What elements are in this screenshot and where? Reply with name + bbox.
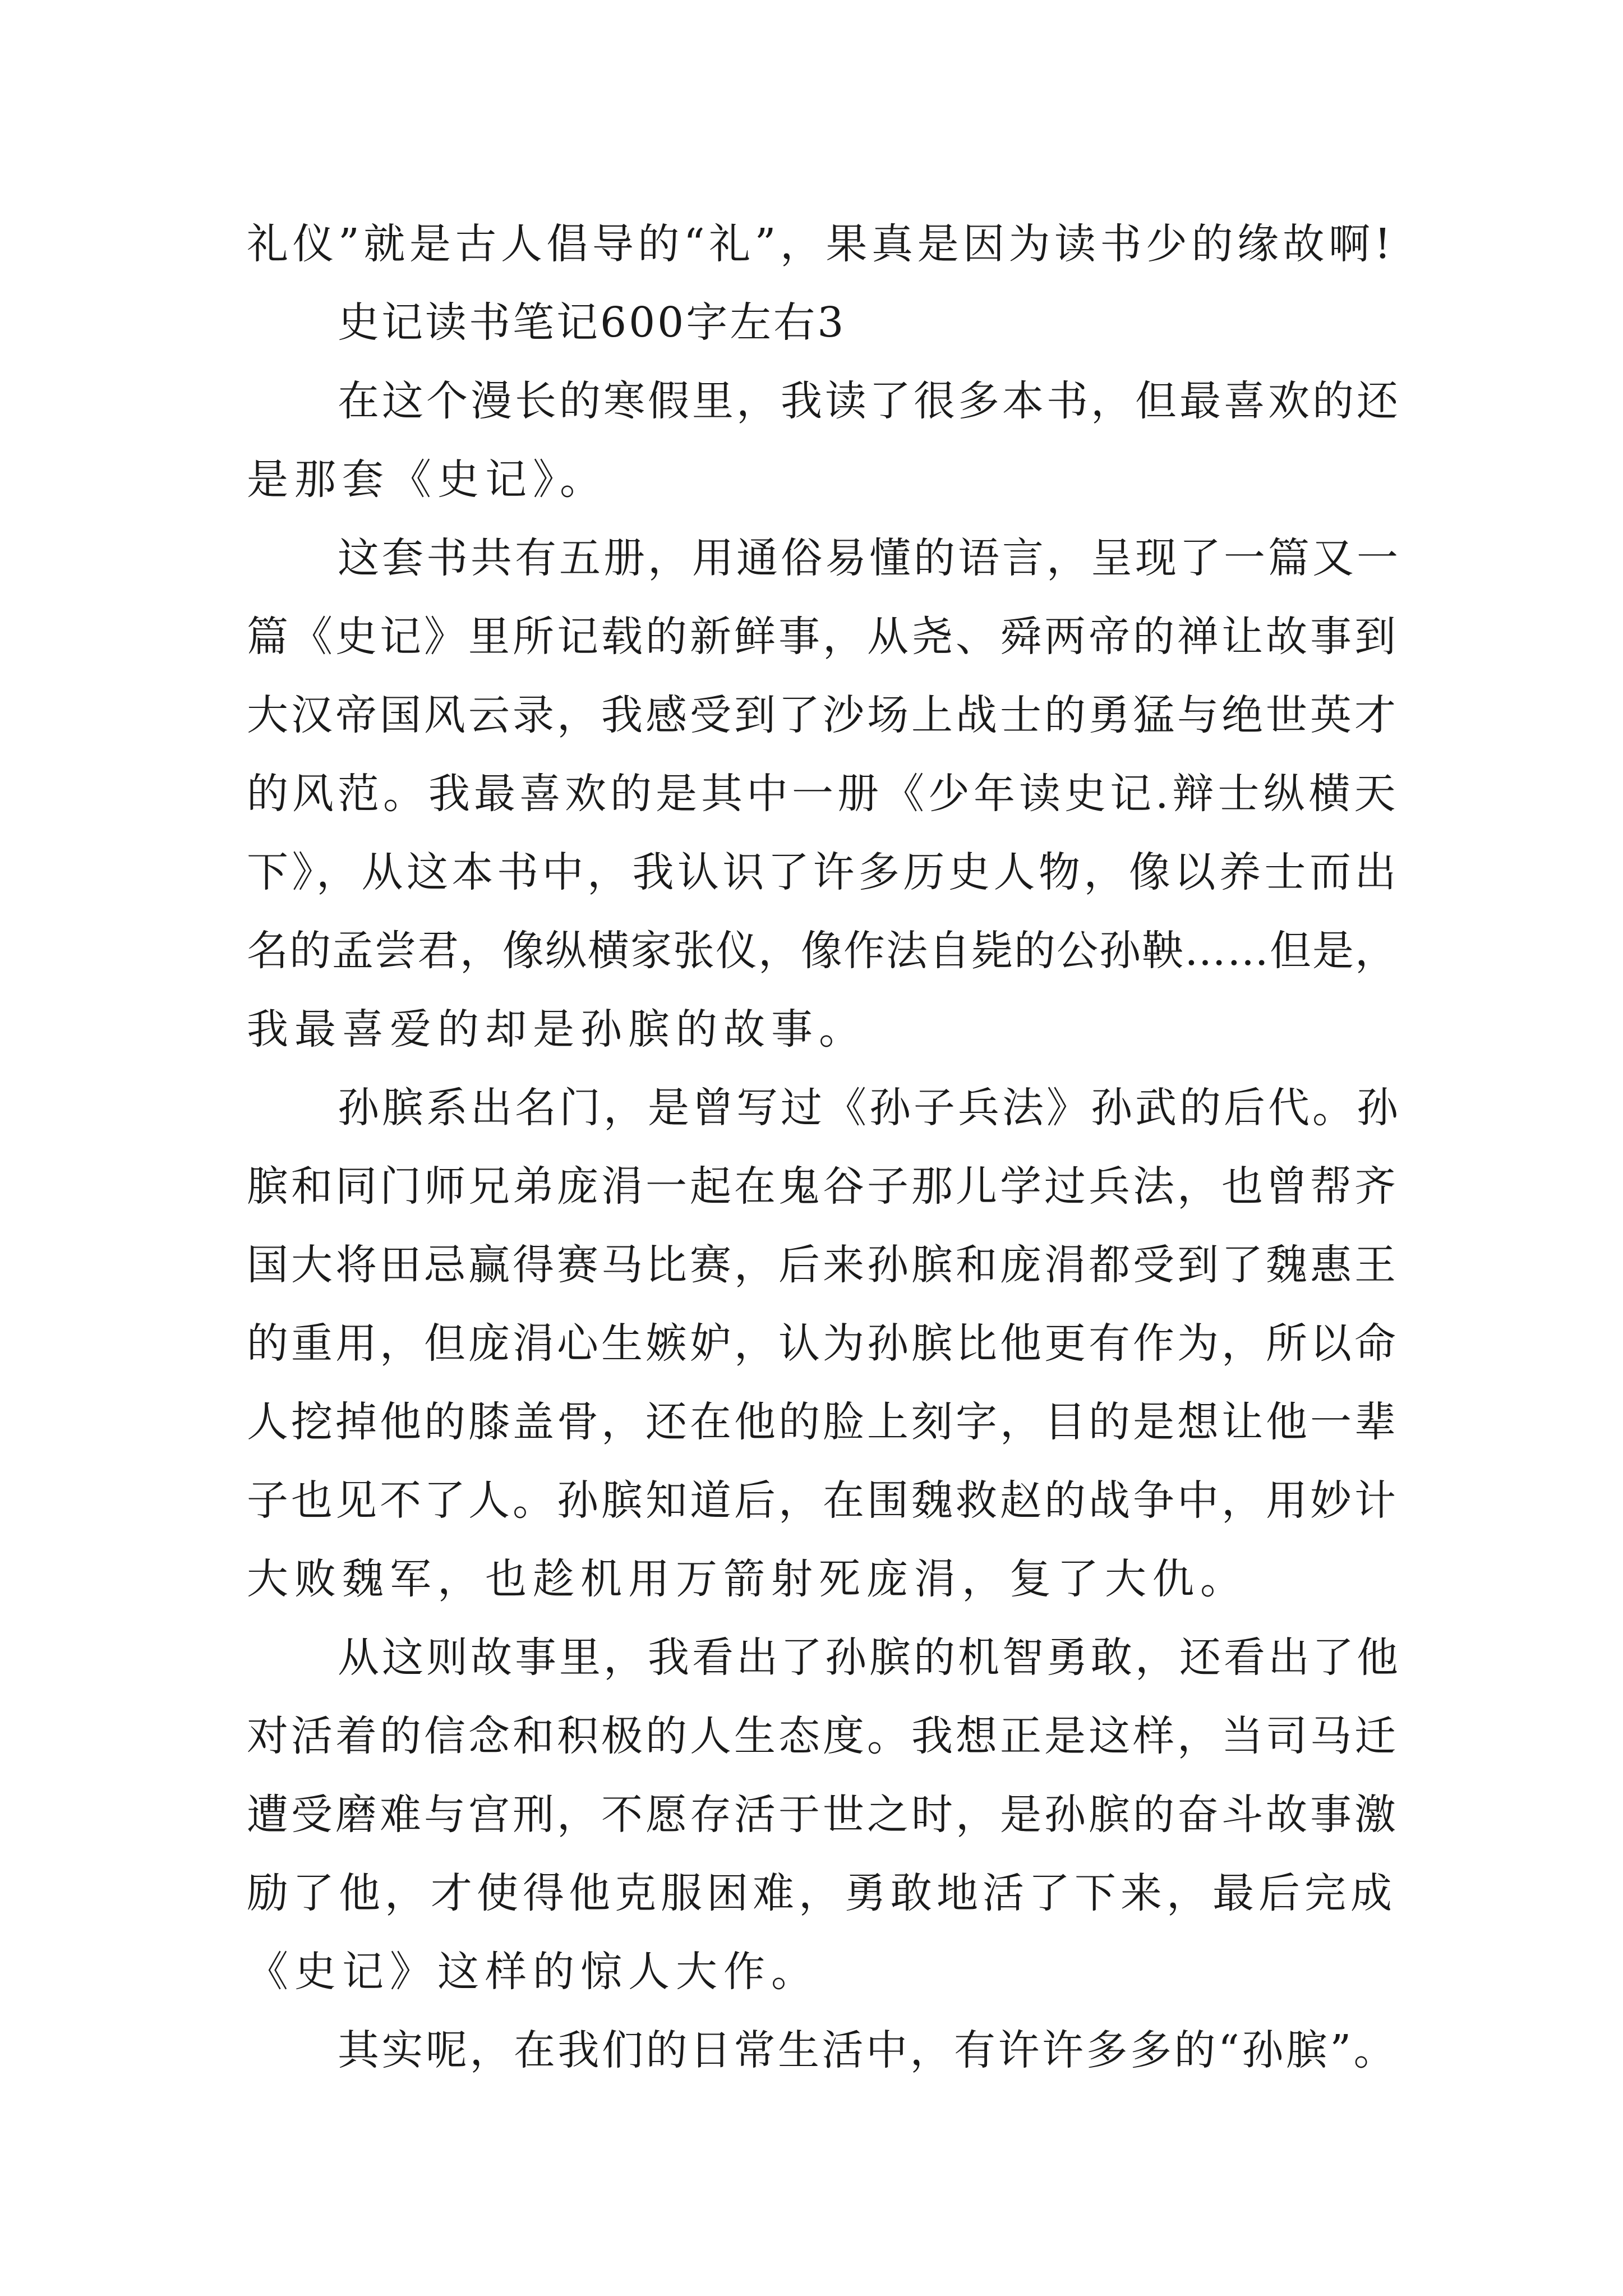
paragraph-3-line-3: 国大将田忌赢得赛马比赛，后来孙膑和庞涓都受到了魏惠王: [247, 1241, 1399, 1289]
paragraph-2-line-1: 这套书共有五册，用通俗易懂的语言，呈现了一篇又一: [338, 534, 1401, 582]
paragraph-3-line-5: 人挖掉他的膝盖骨，还在他的脸上刻字，目的是想让他一辈: [247, 1398, 1399, 1446]
paragraph-2-line-6: 名的孟尝君，像纵横家张仪，像作法自毙的公孙鞅……但是，: [247, 927, 1398, 975]
paragraph-2-line-7: 我最喜爱的却是孙膑的故事。: [247, 1005, 866, 1053]
paragraph-4-line-2: 对活着的信念和积极的人生态度。我想正是这样，当司马迁: [247, 1712, 1399, 1760]
paragraph-3-line-6: 子也见不了人。孙膑知道后，在围魏救赵的战争中，用妙计: [247, 1476, 1399, 1525]
paragraph-4-line-3: 遭受磨难与宫刑，不愿存活于世之时，是孙膑的奋斗故事激: [247, 1791, 1399, 1839]
document-body: [247, 205, 1402, 2090]
paragraph-2-line-2: 篇《史记》里所记载的新鲜事，从尧、舜两帝的禅让故事到: [247, 613, 1399, 661]
paragraph-4-line-1: 从这则故事里，我看出了孙膑的机智勇敢，还看出了他: [338, 1634, 1401, 1682]
text-line-continuation: 礼仪”就是古人倡导的“礼”，果真是因为读书少的缘故啊!: [247, 220, 1395, 268]
paragraph-3-line-2: 膑和同门师兄弟庞涓一起在鬼谷子那儿学过兵法，也曾帮齐: [247, 1162, 1399, 1211]
paragraph-3-line-1: 孙膑系出名门，是曾写过《孙子兵法》孙武的后代。孙: [338, 1084, 1401, 1132]
paragraph-5-line-1: 其实呢，在我们的日常生活中，有许许多多的“孙膑”。: [338, 2026, 1398, 2074]
paragraph-4-line-5: 《史记》这样的惊人大作。: [247, 1948, 819, 1996]
paragraph-3-line-7: 大败魏军，也趁机用万箭射死庞涓，复了大仇。: [247, 1555, 1248, 1603]
paragraph-1-line-1: 在这个漫长的寒假里，我读了很多本书，但最喜欢的还: [338, 377, 1401, 425]
paragraph-4-line-4: 励了他，才使得他克服困难，勇敢地活了下来，最后完成: [247, 1869, 1396, 1917]
paragraph-1-line-2: 是那套《史记》。: [247, 455, 607, 504]
section-heading: 史记读书笔记600字左右3: [338, 298, 846, 347]
paragraph-2-line-3: 大汉帝国风云录，我感受到了沙场上战士的勇猛与绝世英才: [247, 691, 1399, 739]
paragraph-2-line-5: 下》，从这本书中，我认识了许多历史人物，像以养士而出: [247, 848, 1400, 896]
paragraph-2-line-4: 的风范。我最喜欢的是其中一册《少年读史记.辩士纵横天: [247, 770, 1400, 818]
paragraph-3-line-4: 的重用，但庞涓心生嫉妒，认为孙膑比他更有作为，所以命: [247, 1319, 1399, 1368]
